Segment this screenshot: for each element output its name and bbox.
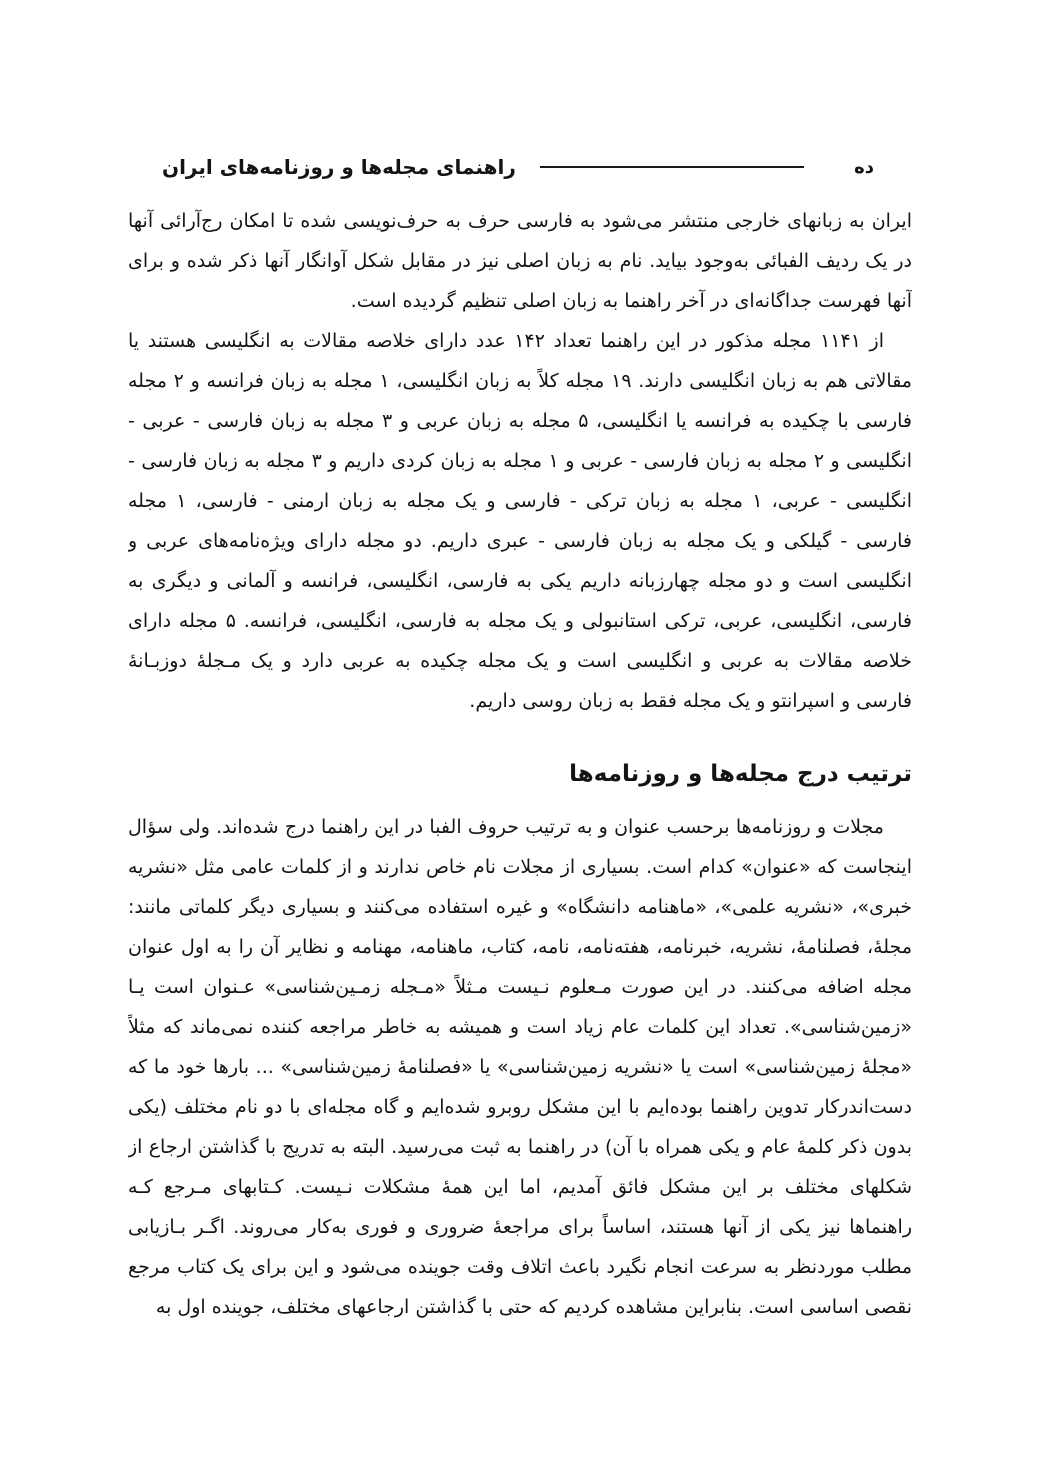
text-line: فارسی با چکیده به فرانسه یا انگلیسی، ۵ مجله به زبان عربی و ۳ مجله به زبان فارسی - عربی -: [128, 410, 912, 432]
text-line: مجلهٔ، فصلنامهٔ، نشریه، خبرنامه، هفته‌نامه، نامه، کتاب، ماهنامه، مهنامه و نظایر آن را به اول عنوان: [128, 936, 912, 958]
header-rule-line: [540, 166, 804, 168]
text-line: آنها فهرست جداگانه‌ای در آخر راهنما به زبان اصلی تنظیم گردیده است.: [350, 290, 912, 312]
text-line: انگلیسی است و دو مجله چهارزبانه داریم یکی به فارسی، انگلیسی، فرانسه و آلمانی و دیگری به: [128, 570, 912, 592]
paragraph-3: [128, 807, 912, 1327]
text-line: انگلیسی و ۲ مجله به زبان فارسی - عربی و ۱ مجله به زبان کردی داریم و ۳ مجله به زبان فارسی -: [128, 450, 912, 472]
text-line: ایران به زبانهای خارجی منتشر می‌شود به فارسی حرف به حرف‌نویسی شده تا امکان رج‌آرائی آنها: [128, 210, 912, 232]
text-line: فارسی، انگلیسی، عربی، ترکی استانبولی و یک مجله به فارسی، انگلیسی، فرانسه. ۵ مجله دارای: [128, 610, 912, 632]
text-line: مطلب موردنظر به سرعت انجام نگیرد باعث اتلاف وقت جوینده می‌شود و این برای یک کتاب مرجع: [128, 1256, 912, 1278]
page-body: [128, 201, 912, 1327]
paragraph-2: [128, 321, 912, 721]
running-head-title: راهنمای مجله‌ها و روزنامه‌های ایران: [162, 155, 516, 179]
text-line: مجله اضافه می‌کنند. در این صورت مـعلوم نـیست مـثلاً «مـجله زمـین‌شناسی» عـنوان است یـا: [128, 976, 912, 998]
text-line: فارسی و اسپرانتو و یک مجله فقط به زبان روسی داریم.: [469, 690, 912, 712]
text-line: شکلهای مختلف بر این مشکل فائق آمدیم، اما این همهٔ مشکلات نـیست. کـتابهای مـرجع کـه: [128, 1176, 912, 1198]
page-number: ده: [854, 156, 874, 178]
section-heading: ترتیب درج مجله‌ها و روزنامه‌ها: [569, 761, 912, 787]
text-line: مجلات و روزنامه‌ها برحسب عنوان و به ترتیب حروف الفبا در این راهنما درج شده‌اند. ولی سؤال: [128, 816, 884, 838]
text-line: بدون ذکر کلمهٔ عام و یکی همراه با آن) در راهنما به ثبت می‌رسید. البته به تدریج با گذاشتن ارجاع از: [128, 1136, 912, 1158]
text-line: «زمین‌شناسی». تعداد این کلمات عام زیاد است و همیشه به خاطر مراجعه کننده نمی‌ماند که مثلاً: [128, 1016, 912, 1038]
text-line: خلاصه مقالات به عربی و انگلیسی است و یک مجله چکیده به عربی دارد و یک مـجلهٔ دوزبـانهٔ: [128, 650, 912, 672]
text-line: راهنماها نیز یکی از آنها هستند، اساساً برای مراجعهٔ ضروری و فوری به‌کار می‌روند. اگـر بـازیابی: [128, 1216, 912, 1238]
text-line: مقالاتی هم به زبان انگلیسی دارند. ۱۹ مجله کلاً به زبان انگلیسی، ۱ مجله به زبان فرانسه و ۲ مجله: [128, 370, 912, 392]
text-line: نقصی اساسی است. بنابراین مشاهده کردیم که حتی با گذاشتن ارجاعهای مختلف، جوینده اول به: [155, 1296, 912, 1318]
text-line: فارسی - گیلکی و یک مجله به زبان فارسی - عبری داریم. دو مجله دارای ویژه‌نامه‌های عربی و: [128, 530, 912, 552]
text-line: از ۱۱۴۱ مجله مذکور در این راهنما تعداد ۱۴۲ عدد دارای خلاصه مقالات به انگلیسی هستند یا: [128, 330, 884, 352]
text-line: انگلیسی - عربی، ۱ مجله به زبان ترکی - فارسی و یک مجله به زبان ارمنی - فارسی، ۱ مجله: [128, 490, 912, 512]
text-line: دست‌اندرکار تدوین راهنما بوده‌ایم با این مشکل روبرو شده‌ایم و گاه مجله‌ای با دو نام مختلف (یکی: [128, 1096, 912, 1118]
running-header: [128, 148, 912, 186]
text-line: «مجلهٔ زمین‌شناسی» است یا «نشریه زمین‌شناسی» یا «فصلنامهٔ زمین‌شناسی» ... بارها خود ما که: [128, 1056, 912, 1078]
text-line: در یک ردیف الفبائی به‌وجود بیاید. نام به زبان اصلی نیز در مقابل شکل آوانگار آنها ذکر شده و برای: [128, 250, 912, 272]
text-line: اینجاست که «عنوان» کدام است. بسیاری از مجلات نام خاص ندارند و از کلمات عامی مثل «نشریه: [128, 856, 912, 878]
paragraph-1: [128, 201, 912, 321]
text-line: خبری»، «نشریه علمی»، «ماهنامه دانشگاه» و غیره استفاده می‌کنند و بسیاری دیگر کلماتی مانند:: [128, 896, 912, 918]
